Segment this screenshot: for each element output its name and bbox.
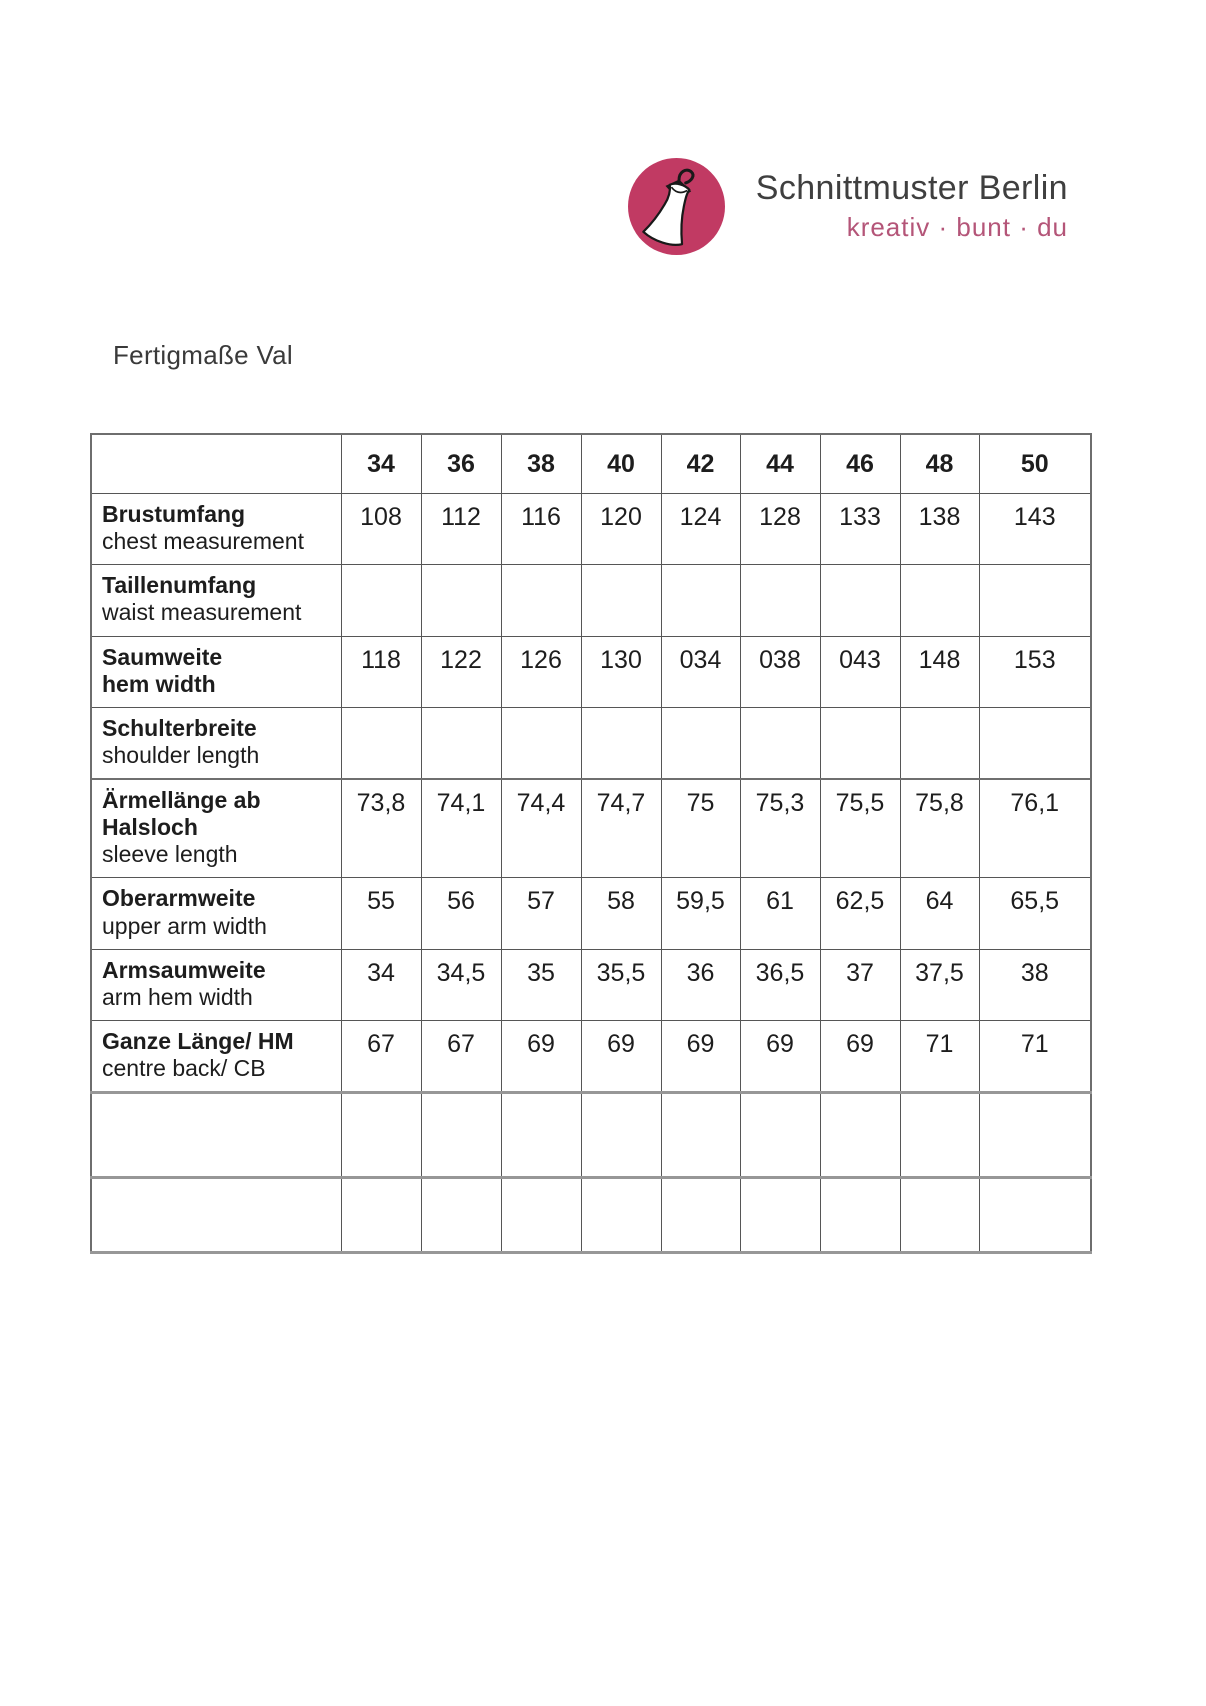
measurement-value-cell [900, 565, 979, 636]
measurement-value-cell: 034 [661, 636, 740, 707]
measurement-value-cell: 112 [421, 494, 501, 565]
row-label [91, 779, 341, 878]
measurement-value-cell [820, 565, 900, 636]
table-row [91, 878, 1091, 949]
size-header-row [91, 434, 1091, 494]
measurement-value-cell [740, 707, 820, 779]
measurement-value-cell [820, 1093, 900, 1178]
measurement-value-cell: 120 [581, 494, 661, 565]
measurement-value-cell: 75,3 [740, 779, 820, 878]
row-label-english: sleeve length [102, 841, 238, 868]
row-label [91, 878, 341, 949]
measurement-value-cell: 71 [979, 1020, 1091, 1092]
measurement-value-cell: 76,1 [979, 779, 1091, 878]
table-row [91, 1093, 1091, 1178]
measurement-value-cell [501, 1178, 581, 1253]
measurement-value-cell: 71 [900, 1020, 979, 1092]
measurement-value-cell [501, 565, 581, 636]
measurement-value-cell: 57 [501, 878, 581, 949]
measurement-value-cell: 118 [341, 636, 421, 707]
measurement-value-cell [740, 1178, 820, 1253]
measurement-value-cell: 67 [341, 1020, 421, 1092]
row-label [91, 707, 341, 779]
measurement-value-cell: 126 [501, 636, 581, 707]
size-table-body [91, 494, 1091, 1253]
measurement-value-cell [820, 707, 900, 779]
corner-cell [91, 434, 341, 494]
table-row [91, 1020, 1091, 1092]
measurement-value-cell: 143 [979, 494, 1091, 565]
row-label-english: hem width [102, 670, 216, 697]
measurement-value-cell: 153 [979, 636, 1091, 707]
row-label-english: shoulder length [102, 741, 260, 768]
brand-tagline: kreativ · bunt · du [846, 212, 1068, 243]
measurement-value-cell: 36 [661, 949, 740, 1020]
table-row [91, 949, 1091, 1020]
brand-block [716, 170, 1068, 243]
measurement-value-cell: 65,5 [979, 878, 1091, 949]
measurement-value-cell [979, 1093, 1091, 1178]
measurement-value-cell: 34,5 [421, 949, 501, 1020]
size-column-header: 38 [501, 434, 581, 494]
measurement-value-cell: 73,8 [341, 779, 421, 878]
measurement-value-cell: 74,1 [421, 779, 501, 878]
measurement-value-cell [820, 1178, 900, 1253]
row-label [91, 949, 341, 1020]
row-label-german: Schulterbreite [102, 714, 257, 741]
row-label-german: Ganze Länge/ HM [102, 1027, 294, 1054]
measurement-value-cell: 37,5 [900, 949, 979, 1020]
measurement-value-cell [421, 565, 501, 636]
measurement-value-cell [661, 1178, 740, 1253]
measurement-value-cell: 34 [341, 949, 421, 1020]
measurement-value-cell [581, 1093, 661, 1178]
measurement-value-cell [900, 1093, 979, 1178]
row-label-german: Ärmellänge ab Halsloch [102, 787, 261, 841]
measurement-value-cell: 130 [581, 636, 661, 707]
measurement-value-cell: 138 [900, 494, 979, 565]
measurement-value-cell [341, 1093, 421, 1178]
size-column-header: 50 [979, 434, 1091, 494]
table-row [91, 1178, 1091, 1253]
measurement-value-cell: 108 [341, 494, 421, 565]
measurement-value-cell: 75,5 [820, 779, 900, 878]
measurement-value-cell [341, 1178, 421, 1253]
measurement-value-cell [341, 707, 421, 779]
measurement-value-cell: 69 [581, 1020, 661, 1092]
table-row [91, 565, 1091, 636]
measurement-value-cell: 61 [740, 878, 820, 949]
row-label [91, 1020, 341, 1092]
measurement-value-cell [979, 707, 1091, 779]
measurement-value-cell: 67 [421, 1020, 501, 1092]
measurement-value-cell: 043 [820, 636, 900, 707]
measurement-value-cell [740, 1093, 820, 1178]
row-label-german: Taillenumfang [102, 572, 257, 599]
row-label-english: chest measurement [102, 528, 304, 555]
row-label-german: Brustumfang [102, 501, 246, 527]
measurement-value-cell: 64 [900, 878, 979, 949]
row-label-german: Armsaumweite [102, 956, 266, 983]
measurement-value-cell [979, 1178, 1091, 1253]
measurement-value-cell [979, 565, 1091, 636]
measurement-value-cell [501, 707, 581, 779]
row-label [91, 636, 341, 707]
measurement-value-cell [421, 707, 501, 779]
measurement-value-cell: 74,7 [581, 779, 661, 878]
measurement-value-cell: 37 [820, 949, 900, 1020]
size-column-header: 36 [421, 434, 501, 494]
measurement-value-cell [421, 1093, 501, 1178]
measurement-value-cell: 038 [740, 636, 820, 707]
table-row [91, 707, 1091, 779]
row-label-english: waist measurement [102, 599, 302, 626]
size-column-header: 34 [341, 434, 421, 494]
size-table [90, 433, 1092, 1254]
row-label [91, 1178, 341, 1253]
measurement-value-cell: 35 [501, 949, 581, 1020]
measurement-value-cell: 69 [740, 1020, 820, 1092]
measurement-value-cell: 148 [900, 636, 979, 707]
measurement-value-cell: 56 [421, 878, 501, 949]
measurement-value-cell [740, 565, 820, 636]
row-label-english: upper arm width [102, 912, 267, 939]
row-label [91, 1093, 341, 1178]
row-label [91, 494, 341, 565]
measurement-value-cell: 38 [979, 949, 1091, 1020]
measurement-value-cell: 35,5 [581, 949, 661, 1020]
measurement-value-cell: 59,5 [661, 878, 740, 949]
measurement-value-cell: 69 [661, 1020, 740, 1092]
measurement-value-cell: 58 [581, 878, 661, 949]
measurement-value-cell: 122 [421, 636, 501, 707]
measurement-value-cell [661, 1093, 740, 1178]
measurement-value-cell: 75,8 [900, 779, 979, 878]
table-row [91, 494, 1091, 565]
row-label-english: centre back/ CB [102, 1055, 266, 1081]
measurement-value-cell [581, 707, 661, 779]
measurement-value-cell: 55 [341, 878, 421, 949]
measurement-value-cell: 36,5 [740, 949, 820, 1020]
row-label-german: Oberarmweite [102, 885, 256, 912]
measurement-value-cell [661, 707, 740, 779]
measurement-value-cell [661, 565, 740, 636]
measurement-value-cell: 75 [661, 779, 740, 878]
row-label-german: Saumweite [102, 643, 223, 670]
measurement-value-cell [581, 565, 661, 636]
size-column-header: 42 [661, 434, 740, 494]
page-title: Fertigmaße Val [113, 340, 293, 370]
row-label-english: arm hem width [102, 983, 253, 1010]
measurement-value-cell [900, 707, 979, 779]
measurement-value-cell: 69 [501, 1020, 581, 1092]
table-row [91, 636, 1091, 707]
measurement-value-cell: 128 [740, 494, 820, 565]
measurement-value-cell [341, 565, 421, 636]
measurement-value-cell [501, 1093, 581, 1178]
row-label [91, 565, 341, 636]
size-column-header: 48 [900, 434, 979, 494]
dress-on-hanger-icon [628, 158, 725, 255]
measurement-value-cell [581, 1178, 661, 1253]
measurement-value-cell: 74,4 [501, 779, 581, 878]
size-column-header: 46 [820, 434, 900, 494]
brand-name: Schnittmuster Berlin [755, 169, 1068, 207]
table-row [91, 779, 1091, 878]
measurement-value-cell [421, 1178, 501, 1253]
size-column-header: 40 [581, 434, 661, 494]
measurement-value-cell: 69 [820, 1020, 900, 1092]
size-column-header: 44 [740, 434, 820, 494]
measurement-value-cell: 116 [501, 494, 581, 565]
measurement-value-cell: 133 [820, 494, 900, 565]
measurement-value-cell: 62,5 [820, 878, 900, 949]
measurement-value-cell [900, 1178, 979, 1253]
measurement-value-cell: 124 [661, 494, 740, 565]
